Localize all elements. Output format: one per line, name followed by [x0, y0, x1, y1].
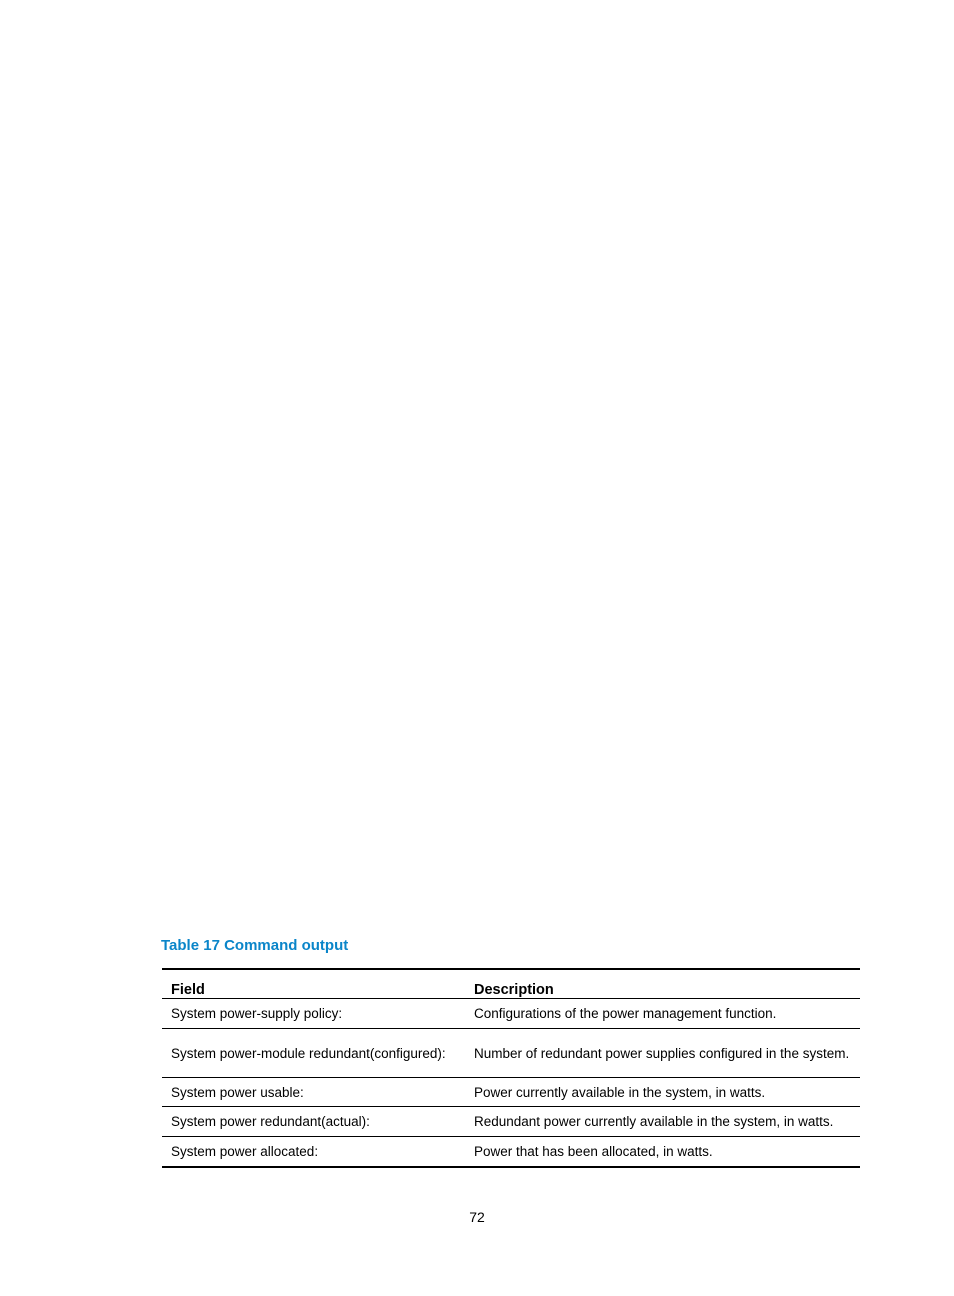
description-cell: Number of redundant power supplies configured in the system. — [474, 1045, 850, 1061]
column-header-description: Description — [474, 982, 554, 998]
table-row — [162, 999, 860, 1029]
table-row — [162, 1029, 860, 1078]
field-cell: System power usable: — [171, 1084, 304, 1100]
table-caption: Table 17 Command output — [161, 937, 349, 954]
column-header-field: Field — [171, 982, 205, 998]
command-output-table — [162, 968, 860, 1168]
description-cell: Configurations of the power management function. — [474, 1006, 777, 1021]
table-row — [162, 1137, 860, 1167]
field-cell: System power-supply policy: — [171, 1006, 343, 1021]
page-number: 72 — [469, 1209, 485, 1225]
field-cell: System power allocated: — [171, 1143, 319, 1159]
description-cell: Power currently available in the system, in watts. — [474, 1084, 766, 1100]
field-cell: System power-module redundant(configured): — [171, 1045, 446, 1061]
description-cell: Power that has been allocated, in watts. — [474, 1143, 713, 1159]
field-cell: System power redundant(actual): — [171, 1114, 370, 1129]
table-header-row — [162, 969, 860, 999]
description-cell: Redundant power currently available in the system, in watts. — [474, 1114, 834, 1129]
table-row — [162, 1078, 860, 1107]
table-row — [162, 1107, 860, 1137]
